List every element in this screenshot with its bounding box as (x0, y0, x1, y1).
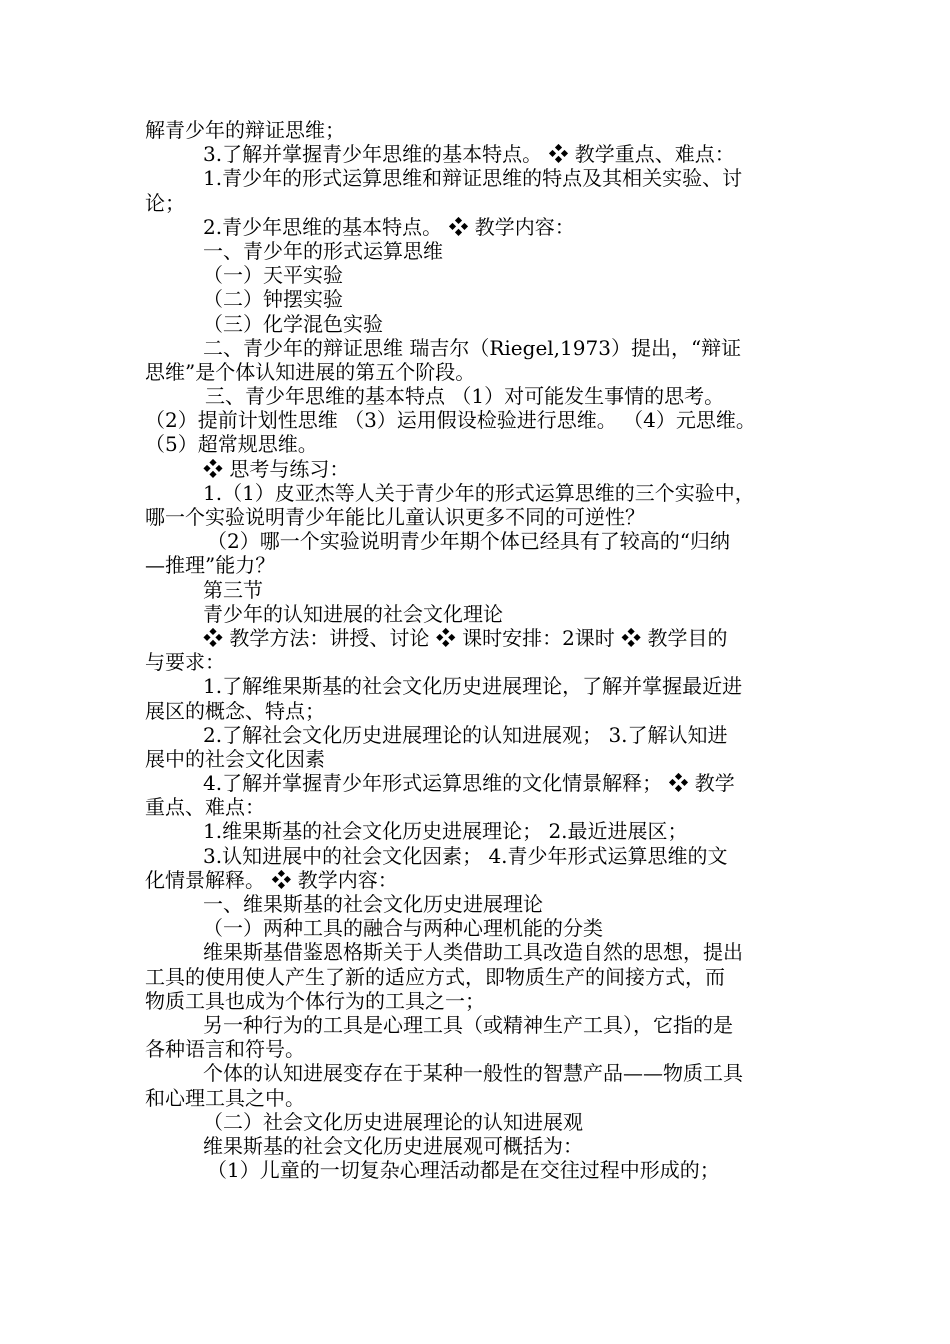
text-line: 物质工具也成为个体行为的工具之一； (145, 988, 485, 1013)
text-line: 维果斯基的社会文化历史进展观可概括为： (203, 1133, 583, 1158)
text-line: （二）社会文化历史进展理论的认知进展观 (203, 1109, 583, 1134)
text-line: 一、维果斯基的社会文化历史进展理论 (203, 892, 543, 916)
text-line: ❖ 教学方法：讲授、讨论 ❖ 课时安排：2课时 ❖ 教学目的 (203, 625, 728, 650)
text-line: 展中的社会文化因素 (145, 746, 325, 771)
text-line: 思维”是个体认知进展的第五个阶段。 (145, 359, 476, 384)
text-line: 2.了解社会文化历史进展理论的认知进展观； 3.了解认知进 (203, 722, 728, 747)
text-line: （一）两种工具的融合与两种心理机能的分类 (203, 916, 603, 941)
text-line: —推理”能力？ (145, 553, 276, 578)
text-line: 第三节 (203, 577, 263, 602)
text-line: （5）超常规思维。 (145, 432, 318, 457)
document-page (145, 118, 825, 1182)
text-line: 和心理工具之中。 (145, 1085, 305, 1110)
text-line: 1.维果斯基的社会文化历史进展理论； 2.最近进展区； (203, 819, 688, 844)
text-line: 4.了解并掌握青少年形式运算思维的文化情景解释； ❖ 教学 (203, 771, 735, 796)
text-line: 重点、难点： (145, 795, 265, 820)
text-line: （一）天平实验 (203, 263, 343, 288)
text-line: 3.了解并掌握青少年思维的基本特点。 ❖ 教学重点、难点： (203, 142, 735, 167)
text-line: 2.青少年思维的基本特点。 ❖ 教学内容： (203, 214, 575, 239)
text-line: （1）儿童的一切复杂心理活动都是在交往过程中形成的； (207, 1158, 720, 1183)
text-line: 另一种行为的工具是心理工具（或精神生产工具），它指的是 (203, 1012, 733, 1037)
text-line: 化情景解释。 ❖ 教学内容： (145, 867, 398, 892)
text-line: 1.（1）皮亚杰等人关于青少年的形式运算思维的三个实验中， (203, 480, 755, 505)
text-line: 各种语言和符号。 (145, 1037, 305, 1062)
text-line: 展区的概念、特点； (145, 698, 325, 723)
text-line: 三、青少年思维的基本特点 （1）对可能发生事情的思考。 (205, 384, 725, 409)
text-line: 1.了解维果斯基的社会文化历史进展理论，了解并掌握最近进 (203, 674, 743, 699)
text-line: 哪一个实验说明青少年能比儿童认识更多不同的可逆性？ (145, 505, 645, 529)
text-line: 3.认知进展中的社会文化因素； 4.青少年形式运算思维的文 (203, 843, 728, 868)
text-line: 一、青少年的形式运算思维 (203, 238, 443, 263)
text-line: 解青少年的辩证思维； (145, 118, 345, 142)
text-line: （2）哪一个实验说明青少年期个体已经具有了较高的“归纳 (207, 529, 730, 554)
text-line: 工具的使用使人产生了新的适应方式，即物质生产的间接方式，而 (145, 964, 725, 989)
text-line: 青少年的认知进展的社会文化理论 (203, 601, 503, 626)
text-line: 论； (145, 190, 185, 215)
text-line: 维果斯基借鉴恩格斯关于人类借助工具改造自然的思想，提出 (203, 940, 743, 965)
text-line: （三）化学混色实验 (203, 311, 383, 336)
text-line: ❖ 思考与练习： (203, 456, 350, 481)
text-line: 个体的认知进展变存在于某种一般性的智慧产品——物质工具 (203, 1061, 743, 1086)
text-line: 与要求： (145, 650, 225, 675)
text-line: （二）钟摆实验 (203, 287, 343, 312)
text-line: （2）提前计划性思维 （3）运用假设检验进行思维。 （4）元思维。 (145, 408, 756, 433)
text-line: 1.青少年的形式运算思维和辩证思维的特点及其相关实验、讨 (203, 166, 743, 191)
text-line: 二、青少年的辩证思维 瑞吉尔（Riegel,1973）提出，“辩证 (203, 335, 742, 360)
